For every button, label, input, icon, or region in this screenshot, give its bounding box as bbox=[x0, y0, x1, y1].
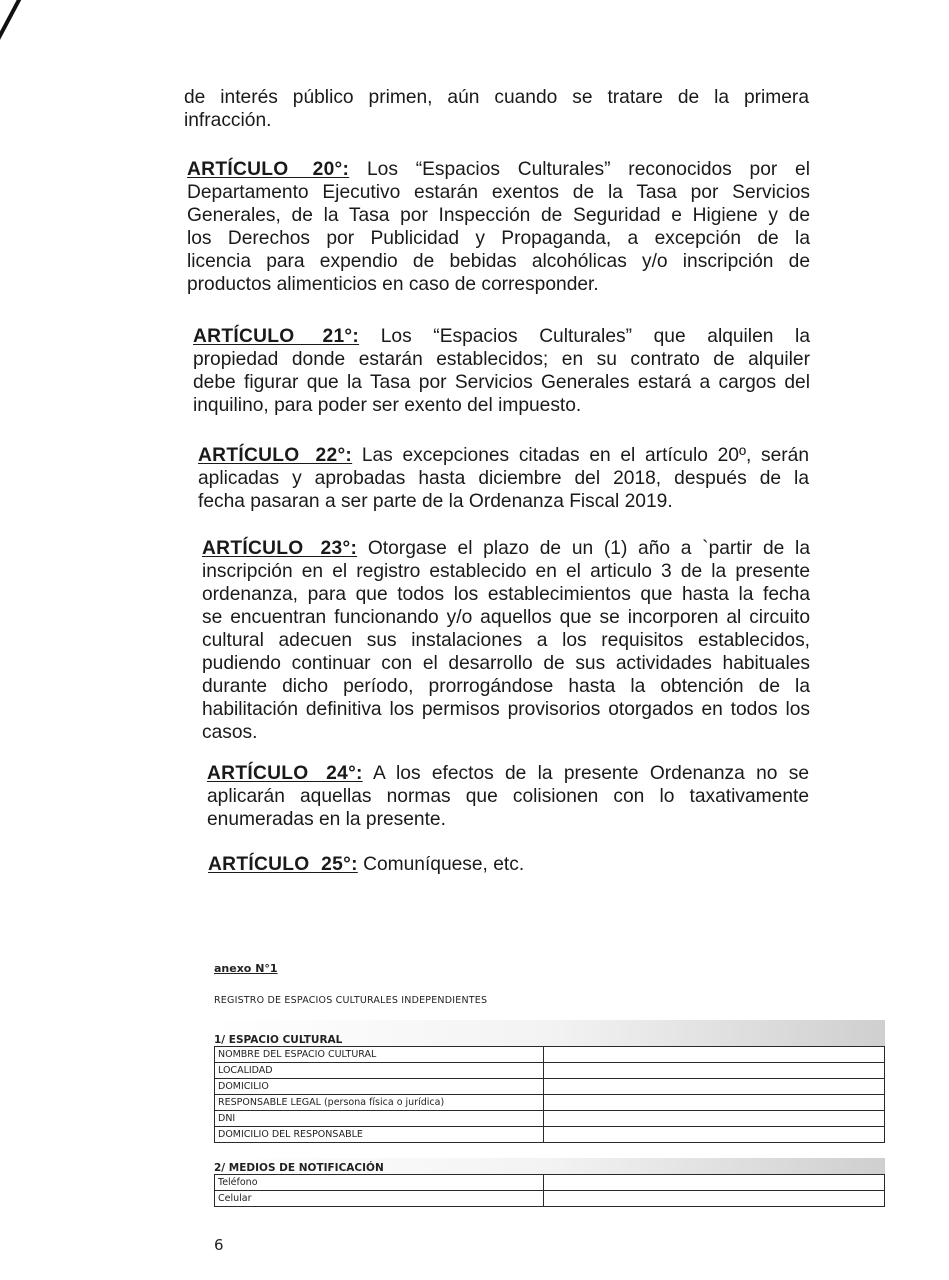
form-table-medios-notificacion bbox=[214, 1174, 885, 1207]
text-line: debe figurar que la Tasa por Servicios Generales estará a cargos del bbox=[193, 372, 810, 393]
article-heading: ARTÍCULO 24°: bbox=[207, 763, 363, 784]
text-line: casos. bbox=[202, 722, 258, 743]
text-line: de interés público primen, aún cuando se tratare de la primera bbox=[184, 87, 809, 108]
article-21 bbox=[193, 325, 810, 417]
field-label: Celular bbox=[215, 1191, 544, 1207]
annex-title: anexo N°1 bbox=[214, 962, 278, 975]
field-label: DOMICILIO bbox=[215, 1079, 544, 1095]
text-line: pudiendo continuar con el desarrollo de sus actividades habituales bbox=[202, 653, 810, 674]
form-table-espacio-cultural bbox=[214, 1046, 885, 1143]
text-line: fecha pasaran a ser parte de la Ordenanza Fiscal 2019. bbox=[198, 491, 673, 512]
table-row bbox=[215, 1191, 885, 1207]
field-label: DNI bbox=[215, 1111, 544, 1127]
article-heading: ARTÍCULO 23°: bbox=[202, 538, 358, 559]
field-value-localidad[interactable] bbox=[544, 1063, 885, 1079]
text-line: A los efectos de la presente Ordenanza no se bbox=[362, 763, 809, 784]
field-value-nombre[interactable] bbox=[544, 1047, 885, 1063]
text-line: Los “Espacios Culturales” que alquilen la bbox=[359, 326, 810, 347]
field-value-dni[interactable] bbox=[544, 1111, 885, 1127]
field-value-domicilio-responsable[interactable] bbox=[544, 1127, 885, 1143]
article-22 bbox=[198, 444, 809, 513]
text-line: inscripción en el registro establecido en el articulo 3 de la presente bbox=[202, 561, 810, 582]
text-line: Generales, de la Tasa por Inspección de Seguridad e Higiene y de bbox=[187, 205, 810, 226]
text-line: infracción. bbox=[184, 110, 272, 131]
field-label: Teléfono bbox=[215, 1175, 544, 1191]
field-label: DOMICILIO DEL RESPONSABLE bbox=[215, 1127, 544, 1143]
field-label: LOCALIDAD bbox=[215, 1063, 544, 1079]
article-23 bbox=[202, 537, 810, 744]
text-line: habilitación definitiva los permisos provisorios otorgados en todos los bbox=[202, 699, 810, 720]
text-line: Otorgase el plazo de un (1) año a `partir de la bbox=[357, 538, 810, 559]
field-label: RESPONSABLE LEGAL (persona física o jurídica) bbox=[215, 1095, 544, 1111]
text-line: licencia para expendio de bebidas alcohólicas y/o inscripción de bbox=[187, 251, 810, 272]
article-24 bbox=[207, 762, 809, 831]
text-line: durante dicho período, prorrogándose hasta la obtención de la bbox=[202, 676, 810, 697]
text-line: Los “Espacios Culturales” reconocidos por el bbox=[349, 159, 810, 180]
article-heading: ARTÍCULO 22°: bbox=[198, 445, 353, 466]
text-line: Departamento Ejecutivo estarán exentos de la Tasa por Servicios bbox=[187, 182, 810, 203]
intro-paragraph bbox=[184, 86, 809, 132]
table-row bbox=[215, 1063, 885, 1079]
field-value-celular[interactable] bbox=[544, 1191, 885, 1207]
table-row bbox=[215, 1079, 885, 1095]
scan-edge-mark bbox=[0, 0, 26, 45]
field-value-domicilio[interactable] bbox=[544, 1079, 885, 1095]
section-header-medios-notificacion bbox=[214, 1158, 885, 1174]
text-line: propiedad donde estarán establecidos; en su contrato de alquiler bbox=[193, 349, 810, 370]
field-label: NOMBRE DEL ESPACIO CULTURAL bbox=[215, 1047, 544, 1063]
text-line: enumeradas en la presente. bbox=[207, 809, 446, 830]
annex bbox=[214, 962, 894, 1207]
text-line: aplicarán aquellas normas que colisionen con lo taxativamente bbox=[207, 786, 809, 807]
section-label: 2/ MEDIOS DE NOTIFICACIÓN bbox=[214, 1162, 384, 1174]
text-line: ordenanza, para que todos los establecimientos que hasta la fecha bbox=[202, 584, 810, 605]
article-heading: ARTÍCULO 21°: bbox=[193, 326, 360, 347]
table-row bbox=[215, 1047, 885, 1063]
table-row bbox=[215, 1095, 885, 1111]
text-line: cultural adecuen sus instalaciones a los requisitos establecidos, bbox=[202, 630, 810, 651]
article-25 bbox=[208, 853, 808, 876]
annex-subtitle: REGISTRO DE ESPACIOS CULTURALES INDEPENDIENTES bbox=[214, 995, 488, 1006]
article-heading: ARTÍCULO 25°: bbox=[208, 854, 358, 875]
text-line: los Derechos por Publicidad y Propaganda, a excepción de la bbox=[187, 228, 810, 249]
text-line: Las excepciones citadas en el artículo 20º, serán bbox=[352, 445, 810, 466]
article-20 bbox=[187, 158, 810, 296]
section-header-espacio-cultural bbox=[214, 1020, 885, 1046]
text-line: productos alimenticios en caso de corresponder. bbox=[187, 274, 599, 295]
table-row bbox=[215, 1127, 885, 1143]
text-line: Comuníquese, etc. bbox=[357, 854, 525, 875]
section-label: 1/ ESPACIO CULTURAL bbox=[214, 1034, 343, 1046]
text-line: se encuentran funcionando y/o aquellos que se incorporen al circuito bbox=[202, 607, 810, 628]
table-row bbox=[215, 1175, 885, 1191]
page-number: 6 bbox=[214, 1236, 224, 1254]
field-value-responsable-legal[interactable] bbox=[544, 1095, 885, 1111]
field-value-telefono[interactable] bbox=[544, 1175, 885, 1191]
table-row bbox=[215, 1111, 885, 1127]
text-line: inquilino, para poder ser exento del impuesto. bbox=[193, 395, 582, 416]
text-line: aplicadas y aprobadas hasta diciembre del 2018, después de la bbox=[198, 468, 809, 489]
article-heading: ARTÍCULO 20°: bbox=[187, 159, 350, 180]
